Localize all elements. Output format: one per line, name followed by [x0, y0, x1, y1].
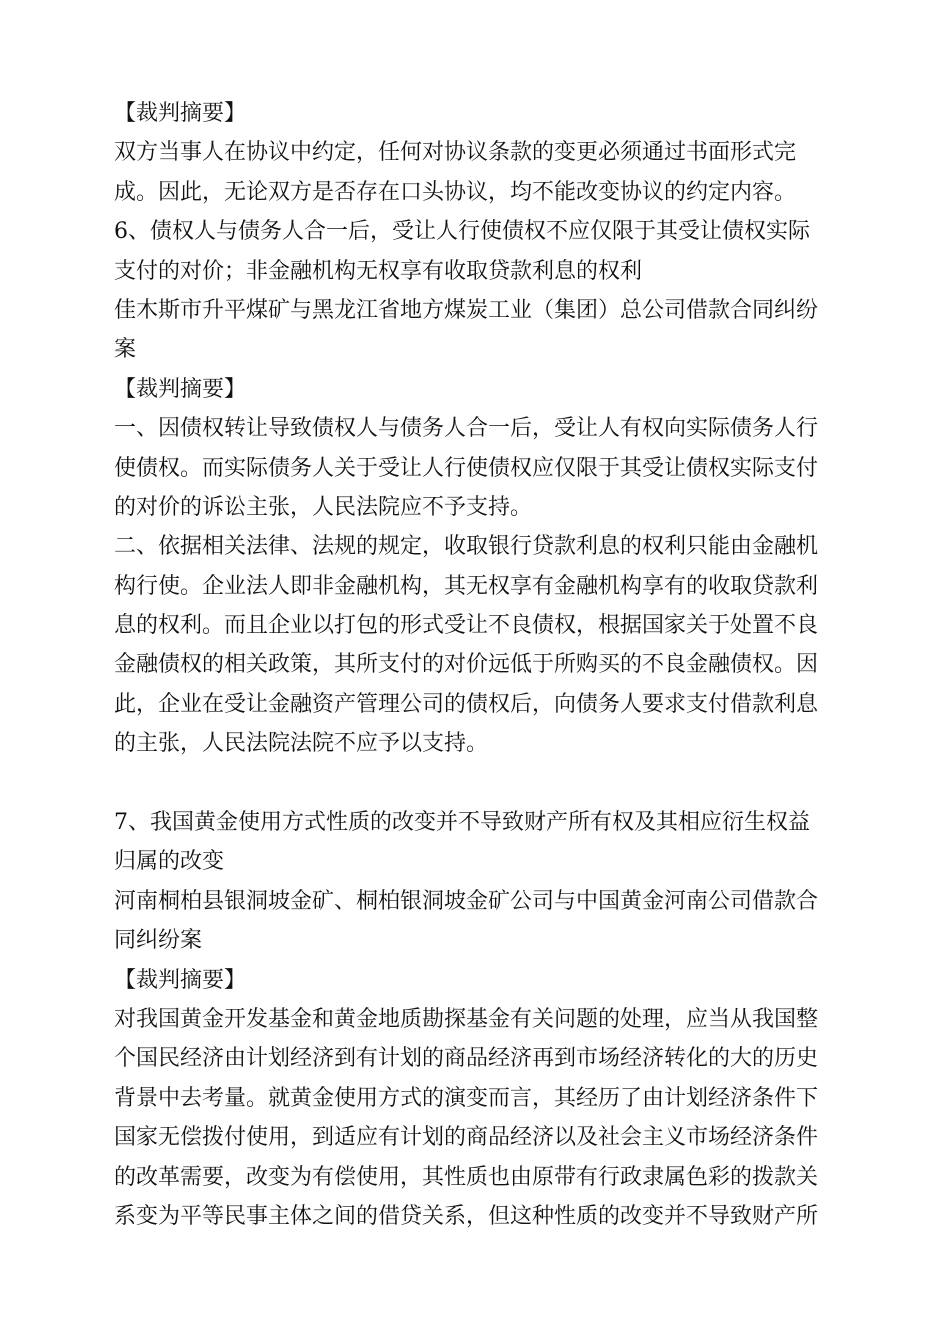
case-name-line: 佳木斯市升平煤矿与黑龙江省地方煤炭工业（集团）总公司借款合同纠纷	[114, 297, 819, 323]
paragraph-line: 成。因此，无论双方是否存在口头协议，均不能改变协议的约定内容。	[114, 179, 797, 205]
case-title-line: 7、我国黄金使用方式性质的改变并不导致财产所有权及其相应衍生权益	[114, 810, 810, 836]
section-heading: 【裁判摘要】	[114, 101, 247, 126]
paragraph-line: 使债权。而实际债务人关于受让人行使债权应仅限于其受让债权实际支付	[114, 455, 819, 481]
case-name-line: 河南桐柏县银洞坡金矿、桐柏银洞坡金矿公司与中国黄金河南公司借款合	[114, 888, 819, 914]
paragraph-line: 息的权利。而且企业以打包的形式受让不良债权，根据国家关于处置不良	[114, 613, 819, 639]
paragraph-line: 二、依据相关法律、法规的规定，收取银行贷款利息的权利只能由金融机	[114, 534, 819, 560]
paragraph-line: 对我国黄金开发基金和黄金地质勘探基金有关问题的处理，应当从我国整	[114, 1006, 819, 1032]
case-name-line: 同纠纷案	[114, 928, 203, 954]
paragraph-line: 的对价的诉讼主张，人民法院应不予支持。	[114, 494, 533, 520]
paragraph-line: 一、因债权转让导致债权人与债务人合一后，受让人有权向实际债务人行	[114, 416, 819, 442]
paragraph-line: 构行使。企业法人即非金融机构，其无权享有金融机构享有的收取贷款利	[114, 573, 819, 599]
paragraph-line: 个国民经济由计划经济到有计划的商品经济再到市场经济转化的大的历史	[114, 1046, 819, 1072]
paragraph-line: 国家无偿拨付使用，到适应有计划的商品经济以及社会主义市场经济条件	[114, 1125, 819, 1151]
paragraph-line: 系变为平等民事主体之间的借贷关系，但这种性质的改变并不导致财产所	[114, 1203, 819, 1229]
paragraph-line: 背景中去考量。就黄金使用方式的演变而言，其经历了由计划经济条件下	[114, 1085, 819, 1111]
paragraph-line: 此，企业在受让金融资产管理公司的债权后，向债务人要求支付借款利息	[114, 691, 819, 717]
paragraph-line: 的改革需要，改变为有偿使用，其性质也由原带有行政隶属色彩的拨款关	[114, 1164, 819, 1190]
case-title-line: 支付的对价；非金融机构无权享有收取贷款利息的权利	[114, 258, 643, 284]
case-name-line: 案	[114, 337, 137, 363]
paragraph-line: 金融债权的相关政策，其所支付的对价远低于所购买的不良金融债权。因	[114, 652, 819, 678]
blank-line	[114, 764, 844, 803]
section-heading: 【裁判摘要】	[114, 376, 247, 402]
paragraph-line: 双方当事人在协议中约定，任何对协议条款的变更必须通过书面形式完	[114, 140, 797, 166]
document-body	[114, 94, 844, 1236]
paragraph-line: 的主张，人民法院法院不应予以支持。	[114, 731, 489, 757]
case-title-line: 归属的改变	[114, 849, 225, 875]
case-title-line: 6、债权人与债务人合一后，受让人行使债权不应仅限于其受让债权实际	[114, 219, 810, 245]
section-heading: 【裁判摘要】	[114, 967, 247, 993]
